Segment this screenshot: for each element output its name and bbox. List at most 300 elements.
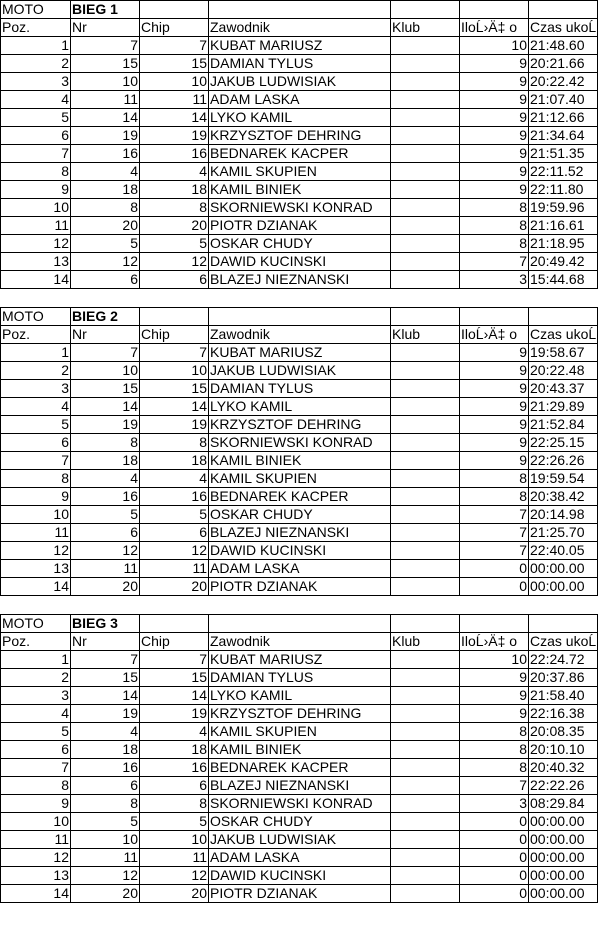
cell-time: 20:40.32: [529, 759, 598, 777]
cell-rider: DAWID KUCINSKI: [209, 867, 391, 885]
cell-time: 22:11.80: [529, 181, 598, 199]
cell-chip: 20: [140, 578, 209, 596]
cell-time: 20:14.98: [529, 506, 598, 524]
race-title-row: [1, 615, 598, 633]
cell-laps: 9: [460, 163, 529, 181]
cell-chip: 5: [140, 506, 209, 524]
cell-time: 08:29.84: [529, 795, 598, 813]
table-row: [1, 73, 598, 91]
header-club: Klub: [391, 326, 460, 344]
cell-time: 22:11.52: [529, 163, 598, 181]
cell-laps: 8: [460, 723, 529, 741]
cell-rider: KRZYSZTOF DEHRING: [209, 705, 391, 723]
table-row: [1, 344, 598, 362]
cell-nr: 7: [71, 344, 140, 362]
cell-nr: 8: [71, 434, 140, 452]
cell-pos: 11: [1, 524, 71, 542]
cell-nr: 20: [71, 578, 140, 596]
cell-laps: 9: [460, 398, 529, 416]
race-title: BIEG 3: [71, 615, 140, 633]
cell-club: [391, 885, 460, 903]
header-chip: Chip: [140, 19, 209, 37]
race-title: BIEG 2: [71, 308, 140, 326]
cell-club: [391, 199, 460, 217]
cell-pos: 14: [1, 578, 71, 596]
cell-pos: 4: [1, 705, 71, 723]
cell-nr: 8: [71, 199, 140, 217]
cell-pos: 2: [1, 55, 71, 73]
cell-rider: LYKO KAMIL: [209, 109, 391, 127]
cell-chip: 11: [140, 849, 209, 867]
cell-time: 21:58.40: [529, 687, 598, 705]
cell-nr: 12: [71, 867, 140, 885]
cell-time: 21:12.66: [529, 109, 598, 127]
cell-club: [391, 362, 460, 380]
cell-chip: 16: [140, 145, 209, 163]
category-cell: MOTO: [1, 615, 71, 633]
spacer: [0, 596, 600, 614]
cell-rider: JAKUB LUDWISIAK: [209, 831, 391, 849]
cell-club: [391, 723, 460, 741]
cell-club: [391, 91, 460, 109]
spacer: [0, 289, 600, 307]
cell-nr: 10: [71, 831, 140, 849]
cell-pos: 13: [1, 253, 71, 271]
cell-chip: 14: [140, 687, 209, 705]
cell-nr: 14: [71, 398, 140, 416]
cell-laps: 8: [460, 217, 529, 235]
cell-time: 21:52.84: [529, 416, 598, 434]
table-row: [1, 109, 598, 127]
cell-rider: KAMIL BINIEK: [209, 452, 391, 470]
cell-pos: 4: [1, 91, 71, 109]
table-row: [1, 560, 598, 578]
cell-laps: 8: [460, 199, 529, 217]
cell-pos: 3: [1, 380, 71, 398]
cell-chip: 18: [140, 741, 209, 759]
header-pos: Poz.: [1, 19, 71, 37]
cell-chip: 8: [140, 434, 209, 452]
table-row: [1, 271, 598, 289]
cell-time: 19:58.67: [529, 344, 598, 362]
cell-nr: 8: [71, 795, 140, 813]
cell-club: [391, 506, 460, 524]
cell-nr: 15: [71, 669, 140, 687]
cell-laps: 9: [460, 705, 529, 723]
cell-pos: 1: [1, 651, 71, 669]
cell-rider: ADAM LASKA: [209, 849, 391, 867]
cell-pos: 6: [1, 127, 71, 145]
cell-chip: 4: [140, 470, 209, 488]
header-nr: Nr: [71, 19, 140, 37]
cell-pos: 5: [1, 416, 71, 434]
cell-club: [391, 37, 460, 55]
cell-chip: 11: [140, 560, 209, 578]
cell-club: [391, 434, 460, 452]
cell-time: 00:00.00: [529, 578, 598, 596]
header-time: Czas ukoĹ: [530, 326, 597, 342]
cell-laps: 9: [460, 687, 529, 705]
cell-chip: 10: [140, 362, 209, 380]
cell-nr: 7: [71, 37, 140, 55]
cell-time: 00:00.00: [529, 867, 598, 885]
race-title-row: [1, 308, 598, 326]
cell-time: 21:16.61: [529, 217, 598, 235]
cell-rider: PIOTR DZIANAK: [209, 217, 391, 235]
header-chip: Chip: [140, 326, 209, 344]
race-title-row: [1, 1, 598, 19]
cell-chip: 12: [140, 542, 209, 560]
cell-pos: 14: [1, 885, 71, 903]
cell-pos: 7: [1, 145, 71, 163]
cell-club: [391, 705, 460, 723]
cell-club: [391, 163, 460, 181]
cell-chip: 6: [140, 777, 209, 795]
table-row: [1, 849, 598, 867]
cell-nr: 6: [71, 524, 140, 542]
table-row: [1, 470, 598, 488]
cell-club: [391, 651, 460, 669]
cell-chip: 18: [140, 181, 209, 199]
table-row: [1, 416, 598, 434]
cell-chip: 5: [140, 813, 209, 831]
cell-rider: DAMIAN TYLUS: [209, 380, 391, 398]
cell-nr: 18: [71, 452, 140, 470]
cell-rider: OSKAR CHUDY: [209, 235, 391, 253]
cell-chip: 15: [140, 669, 209, 687]
cell-rider: DAWID KUCINSKI: [209, 253, 391, 271]
cell-rider: BEDNAREK KACPER: [209, 759, 391, 777]
header-club: Klub: [391, 633, 460, 651]
cell-club: [391, 777, 460, 795]
cell-laps: 0: [460, 813, 529, 831]
cell-nr: 16: [71, 759, 140, 777]
cell-club: [391, 235, 460, 253]
cell-chip: 18: [140, 452, 209, 470]
cell-time: 20:22.48: [529, 362, 598, 380]
cell-club: [391, 831, 460, 849]
cell-rider: DAWID KUCINSKI: [209, 542, 391, 560]
cell-laps: 10: [460, 37, 529, 55]
cell-laps: 9: [460, 434, 529, 452]
cell-rider: BLAZEJ NIEZNANSKI: [209, 271, 391, 289]
cell-laps: 0: [460, 560, 529, 578]
cell-time: 20:43.37: [529, 380, 598, 398]
cell-pos: 5: [1, 723, 71, 741]
table-row: [1, 398, 598, 416]
race-block-2: [0, 307, 600, 596]
cell-pos: 4: [1, 398, 71, 416]
cell-nr: 4: [71, 163, 140, 181]
cell-pos: 14: [1, 271, 71, 289]
table-row: [1, 217, 598, 235]
cell-nr: 16: [71, 488, 140, 506]
cell-time: 00:00.00: [529, 849, 598, 867]
cell-club: [391, 741, 460, 759]
cell-pos: 3: [1, 73, 71, 91]
cell-club: [391, 398, 460, 416]
cell-nr: 5: [71, 506, 140, 524]
cell-rider: SKORNIEWSKI KONRAD: [209, 795, 391, 813]
cell-nr: 11: [71, 849, 140, 867]
cell-rider: DAMIAN TYLUS: [209, 55, 391, 73]
cell-rider: KAMIL BINIEK: [209, 741, 391, 759]
cell-chip: 10: [140, 831, 209, 849]
cell-chip: 14: [140, 398, 209, 416]
cell-laps: 9: [460, 344, 529, 362]
cell-pos: 1: [1, 37, 71, 55]
cell-chip: 14: [140, 109, 209, 127]
cell-rider: LYKO KAMIL: [209, 398, 391, 416]
cell-laps: 3: [460, 795, 529, 813]
cell-club: [391, 524, 460, 542]
cell-laps: 3: [460, 271, 529, 289]
cell-laps: 9: [460, 109, 529, 127]
cell-nr: 19: [71, 705, 140, 723]
table-row: [1, 37, 598, 55]
cell-nr: 10: [71, 73, 140, 91]
cell-nr: 15: [71, 380, 140, 398]
cell-time: 21:48.60: [529, 37, 598, 55]
cell-nr: 15: [71, 55, 140, 73]
table-row: [1, 145, 598, 163]
cell-club: [391, 271, 460, 289]
header-rider: Zawodnik: [209, 326, 391, 344]
cell-time: 21:25.70: [529, 524, 598, 542]
cell-rider: KAMIL SKUPIEN: [209, 723, 391, 741]
cell-nr: 12: [71, 253, 140, 271]
cell-club: [391, 145, 460, 163]
cell-club: [391, 813, 460, 831]
cell-club: [391, 795, 460, 813]
table-row: [1, 831, 598, 849]
cell-rider: BEDNAREK KACPER: [209, 488, 391, 506]
cell-chip: 4: [140, 723, 209, 741]
cell-laps: 0: [460, 849, 529, 867]
cell-pos: 12: [1, 542, 71, 560]
cell-rider: PIOTR DZIANAK: [209, 885, 391, 903]
cell-club: [391, 452, 460, 470]
cell-pos: 2: [1, 362, 71, 380]
cell-rider: KAMIL SKUPIEN: [209, 470, 391, 488]
cell-laps: 0: [460, 885, 529, 903]
cell-rider: LYKO KAMIL: [209, 687, 391, 705]
table-row: [1, 542, 598, 560]
cell-time: 22:24.72: [529, 651, 598, 669]
header-club: Klub: [391, 19, 460, 37]
cell-laps: 9: [460, 416, 529, 434]
header-pos: Poz.: [1, 633, 71, 651]
cell-club: [391, 253, 460, 271]
cell-pos: 7: [1, 452, 71, 470]
cell-pos: 9: [1, 488, 71, 506]
results-table: [0, 614, 598, 903]
cell-time: 21:51.35: [529, 145, 598, 163]
table-row: [1, 687, 598, 705]
cell-pos: 10: [1, 506, 71, 524]
cell-pos: 11: [1, 217, 71, 235]
cell-club: [391, 73, 460, 91]
cell-pos: 7: [1, 759, 71, 777]
cell-nr: 14: [71, 109, 140, 127]
cell-time: 00:00.00: [529, 831, 598, 849]
cell-time: 00:00.00: [529, 813, 598, 831]
cell-laps: 9: [460, 73, 529, 91]
cell-nr: 4: [71, 723, 140, 741]
cell-laps: 0: [460, 578, 529, 596]
cell-rider: ADAM LASKA: [209, 91, 391, 109]
cell-rider: JAKUB LUDWISIAK: [209, 73, 391, 91]
cell-nr: 6: [71, 271, 140, 289]
cell-laps: 8: [460, 488, 529, 506]
cell-pos: 8: [1, 777, 71, 795]
cell-pos: 8: [1, 163, 71, 181]
header-rider: Zawodnik: [209, 633, 391, 651]
race-title: BIEG 1: [71, 1, 140, 19]
cell-pos: 13: [1, 560, 71, 578]
cell-club: [391, 560, 460, 578]
category-cell: MOTO: [1, 308, 71, 326]
table-row: [1, 488, 598, 506]
cell-club: [391, 669, 460, 687]
cell-chip: 20: [140, 885, 209, 903]
cell-laps: 9: [460, 452, 529, 470]
cell-laps: 7: [460, 777, 529, 795]
cell-chip: 20: [140, 217, 209, 235]
table-row: [1, 651, 598, 669]
cell-rider: SKORNIEWSKI KONRAD: [209, 434, 391, 452]
cell-pos: 10: [1, 199, 71, 217]
table-row: [1, 885, 598, 903]
cell-pos: 2: [1, 669, 71, 687]
header-row: [1, 633, 598, 651]
results-table: [0, 307, 598, 596]
cell-pos: 9: [1, 181, 71, 199]
cell-laps: 8: [460, 741, 529, 759]
cell-rider: PIOTR DZIANAK: [209, 578, 391, 596]
cell-rider: OSKAR CHUDY: [209, 813, 391, 831]
table-row: [1, 253, 598, 271]
cell-club: [391, 344, 460, 362]
cell-chip: 19: [140, 705, 209, 723]
cell-laps: 8: [460, 235, 529, 253]
cell-nr: 18: [71, 181, 140, 199]
cell-time: 19:59.54: [529, 470, 598, 488]
cell-chip: 15: [140, 55, 209, 73]
header-row: [1, 326, 598, 344]
cell-club: [391, 849, 460, 867]
header-nr: Nr: [71, 326, 140, 344]
cell-rider: BLAZEJ NIEZNANSKI: [209, 777, 391, 795]
cell-time: 20:49.42: [529, 253, 598, 271]
cell-pos: 8: [1, 470, 71, 488]
table-row: [1, 741, 598, 759]
cell-rider: KRZYSZTOF DEHRING: [209, 416, 391, 434]
cell-laps: 9: [460, 127, 529, 145]
cell-chip: 5: [140, 235, 209, 253]
results-table: [0, 0, 598, 289]
cell-rider: KRZYSZTOF DEHRING: [209, 127, 391, 145]
cell-rider: KAMIL SKUPIEN: [209, 163, 391, 181]
cell-rider: KUBAT MARIUSZ: [209, 344, 391, 362]
header-rider: Zawodnik: [209, 19, 391, 37]
header-pos: Poz.: [1, 326, 71, 344]
cell-pos: 3: [1, 687, 71, 705]
cell-time: 21:07.40: [529, 91, 598, 109]
cell-time: 22:40.05: [529, 542, 598, 560]
cell-chip: 7: [140, 651, 209, 669]
cell-pos: 10: [1, 813, 71, 831]
cell-club: [391, 867, 460, 885]
cell-club: [391, 181, 460, 199]
cell-nr: 14: [71, 687, 140, 705]
header-laps: IloĹ›Ä‡ o: [460, 19, 529, 37]
table-row: [1, 55, 598, 73]
cell-laps: 9: [460, 380, 529, 398]
cell-rider: ADAM LASKA: [209, 560, 391, 578]
cell-time: 22:16.38: [529, 705, 598, 723]
cell-laps: 7: [460, 524, 529, 542]
cell-rider: OSKAR CHUDY: [209, 506, 391, 524]
cell-pos: 1: [1, 344, 71, 362]
cell-nr: 11: [71, 91, 140, 109]
table-row: [1, 163, 598, 181]
cell-rider: BEDNAREK KACPER: [209, 145, 391, 163]
cell-time: 20:22.42: [529, 73, 598, 91]
cell-club: [391, 578, 460, 596]
cell-club: [391, 109, 460, 127]
cell-club: [391, 380, 460, 398]
table-row: [1, 127, 598, 145]
cell-pos: 12: [1, 849, 71, 867]
cell-club: [391, 217, 460, 235]
cell-pos: 11: [1, 831, 71, 849]
cell-laps: 8: [460, 759, 529, 777]
cell-club: [391, 127, 460, 145]
race-block-3: [0, 614, 600, 903]
cell-chip: 15: [140, 380, 209, 398]
header-row: [1, 19, 598, 37]
cell-time: 22:25.15: [529, 434, 598, 452]
table-row: [1, 452, 598, 470]
cell-chip: 19: [140, 127, 209, 145]
cell-chip: 12: [140, 867, 209, 885]
cell-rider: KUBAT MARIUSZ: [209, 37, 391, 55]
cell-time: 20:37.86: [529, 669, 598, 687]
cell-time: 15:44.68: [529, 271, 598, 289]
cell-laps: 7: [460, 542, 529, 560]
table-row: [1, 362, 598, 380]
table-row: [1, 777, 598, 795]
cell-chip: 19: [140, 416, 209, 434]
cell-nr: 6: [71, 777, 140, 795]
header-laps: IloĹ›Ä‡ o: [460, 633, 529, 651]
cell-chip: 11: [140, 91, 209, 109]
cell-club: [391, 687, 460, 705]
cell-time: 20:21.66: [529, 55, 598, 73]
cell-chip: 12: [140, 253, 209, 271]
cell-time: 20:38.42: [529, 488, 598, 506]
cell-club: [391, 470, 460, 488]
cell-chip: 8: [140, 199, 209, 217]
cell-time: 20:08.35: [529, 723, 598, 741]
cell-chip: 16: [140, 759, 209, 777]
cell-laps: 7: [460, 506, 529, 524]
cell-laps: 8: [460, 470, 529, 488]
table-row: [1, 524, 598, 542]
cell-nr: 20: [71, 885, 140, 903]
table-row: [1, 91, 598, 109]
